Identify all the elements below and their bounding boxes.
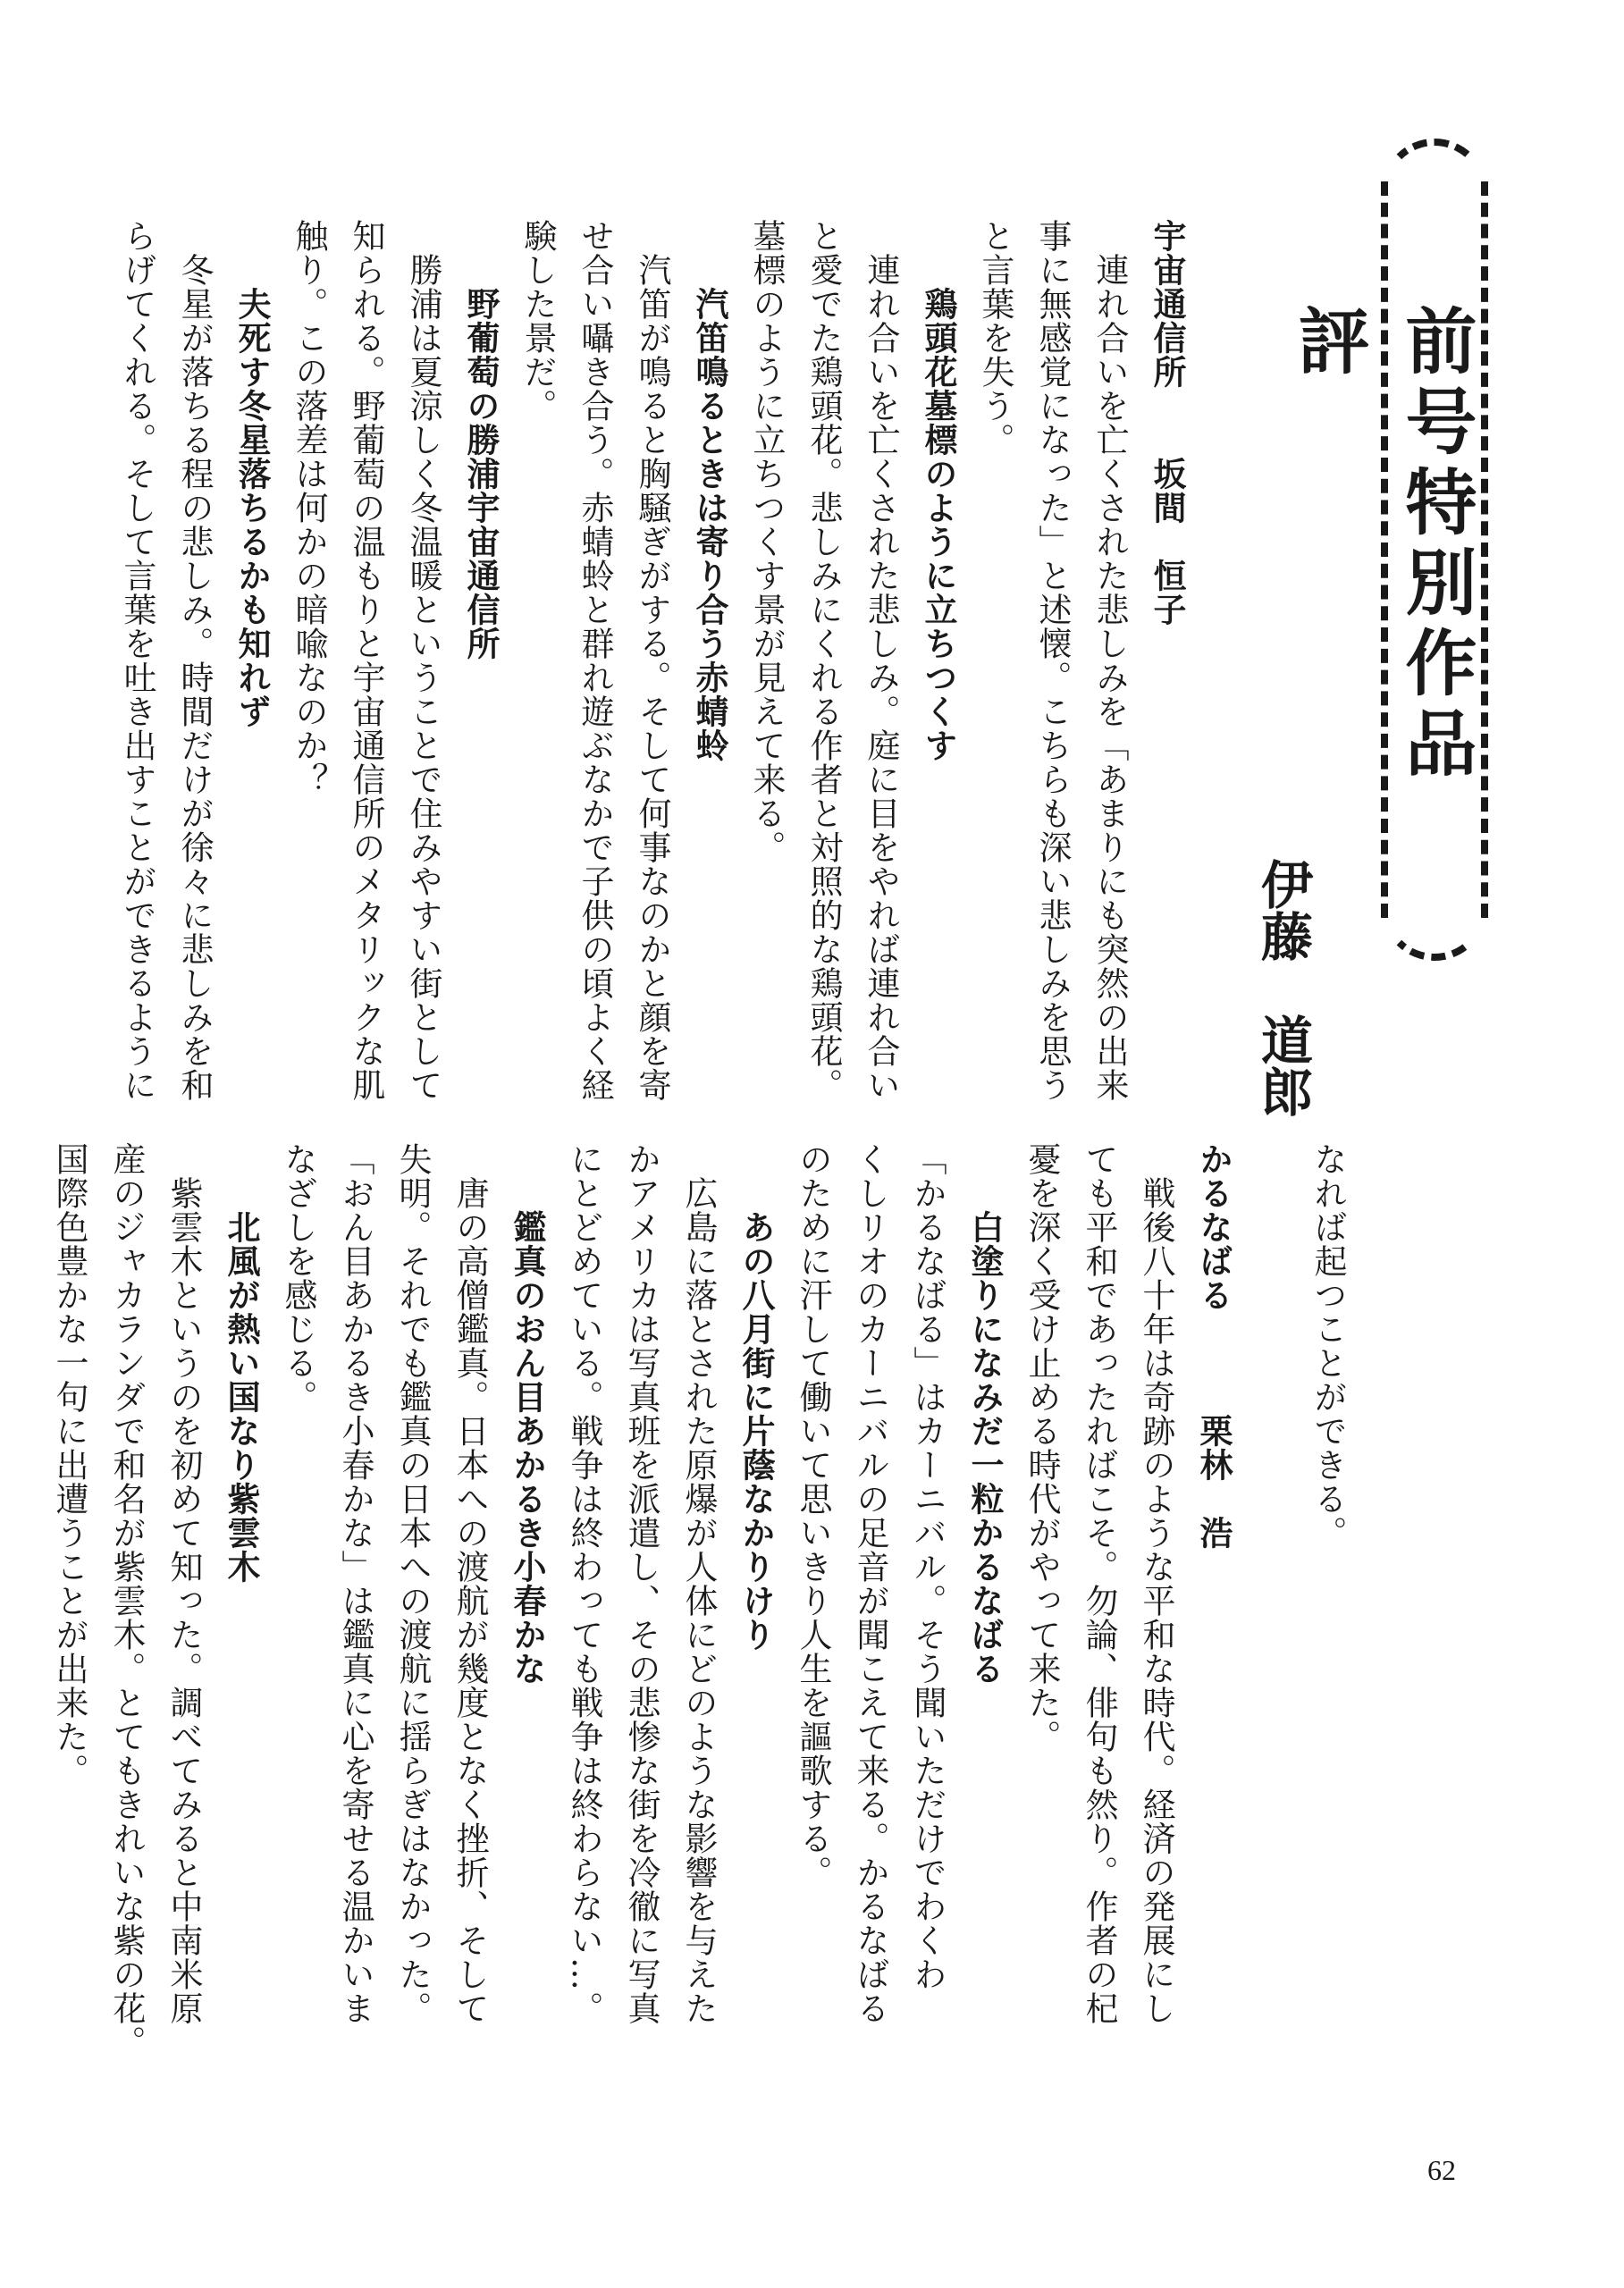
body-line: 験した景だ。: [518, 219, 557, 423]
body-line: せ合い囁き合う。赤蜻蛉と群れ遊ぶなかで子供の頃よく経: [576, 219, 614, 1102]
body-line: 「かるなばる」はカーニバル。そう聞いただけでわくわ: [908, 1142, 947, 1991]
haiku-line: 北風が熱い国なり紫雲木: [222, 1142, 260, 1584]
haiku-line: 白塗りになみだ一粒かるなばる: [965, 1142, 1004, 1686]
body-line: のために汗して働いて思いきり人生を謳歌する。: [794, 1142, 832, 1889]
body-line: 「おん目あかるき小春かな」は鑑真に心を寄せる温かいま: [336, 1142, 374, 2025]
haiku-line: あの八月街に片蔭なかりけり: [736, 1142, 775, 1652]
body-line: なれば起つことができる。: [1308, 1142, 1347, 1550]
body-line: 連れ合いを亡くされた悲しみを「あまりにも突然の出来: [1090, 219, 1129, 1102]
bottom-text-block: [40, 1142, 1356, 2059]
haiku-line: 鑑真のおん目あかるき小春かな: [508, 1142, 546, 1686]
body-line: なざしを感じる。: [279, 1142, 317, 1414]
body-line: 産のジャカランダで和名が紫雲木。とてもきれいな紫の花。: [107, 1142, 146, 2059]
body-line: 広島に落とされた原爆が人体にどのような影響を与えた: [679, 1142, 718, 2025]
body-line: 勝浦は夏涼しく冬温暖ということで住みやすい街として: [404, 219, 442, 1102]
body-line: と愛でた鶏頭花。悲しみにくれる作者と対照的な鶏頭花。: [804, 219, 843, 1102]
haiku-line: 夫死す冬星落ちるかも知れず: [232, 219, 271, 728]
body-line: らげてくれる。そして言葉を吐き出すことができるように: [118, 219, 156, 1102]
haiku-line: 鶏頭花墓標のように立ちつくす: [919, 219, 957, 762]
body-line: 触り。この落差は何かの暗喩なのか？: [290, 219, 328, 796]
body-line: [1241, 1142, 1299, 2027]
body-line: 知られる。野葡萄の温もりと宇宙通信所のメタリックな肌: [347, 219, 385, 1102]
body-line: 唐の高僧鑑真。日本への渡航が幾度となく挫折、そして: [450, 1142, 489, 2025]
body-line: 憂を深く受け止める時代がやって来た。: [1022, 1142, 1061, 1754]
body-line: 紫雲木というのを初めて知った。調べてみると中南米原: [164, 1142, 203, 2025]
body-line: と言葉を失う。: [976, 219, 1014, 457]
haiku-line: 野葡萄の勝浦宇宙通信所: [461, 219, 500, 660]
body-line: 国際色豊かな一句に出遭うことが出来た。: [50, 1142, 88, 1788]
page-title: 前号特別作品評: [1286, 304, 1477, 786]
haiku-line: 汽笛鳴るときは寄り合う赤蜻蛉: [690, 219, 728, 762]
body-line: くしリオのカーニバルの足音が聞こえて来る。かるなばる: [851, 1142, 889, 2025]
body-line: 事に無感覚になった」と述懐。こちらも深い悲しみを思う: [1033, 219, 1072, 1102]
body-line: 連れ合いを亡くされた悲しみ。庭に目をやれば連れ合い: [862, 219, 900, 1102]
body-line: かアメリカは写真班を派遣し、その悲惨な街を冷徹に写真: [622, 1142, 661, 2025]
page-number: 62: [1427, 2154, 1456, 2186]
body-line: 失明。それでも鑑真の日本への渡航に揺らぎはなかった。: [393, 1142, 432, 2025]
top-text-block: [108, 219, 1195, 1104]
section-heading: 宇宙通信所 坂間 恒子: [1148, 219, 1186, 627]
body-line: 戦後八十年は奇跡のような平和な時代。経済の発展にし: [1137, 1142, 1175, 2025]
section-heading: かるなばる 栗林 浩: [1194, 1142, 1233, 1550]
body-line: ても平和であったればこそ。勿論、俳句も然り。作者の杞: [1080, 1142, 1118, 2025]
body-line: 冬星が落ちる程の悲しみ。時間だけが徐々に悲しみを和: [175, 219, 214, 1102]
body-line: 墓標のように立ちつくす景が見えて来る。: [747, 219, 786, 864]
body-line: 汽笛が鳴ると胸騒ぎがする。そして何事なのかと顔を寄: [633, 219, 671, 1102]
body-line: にとどめている。戦争は終わっても戦争は終わらない…。: [565, 1142, 603, 2025]
review-author: 伊藤 道郎: [1252, 858, 1313, 1117]
